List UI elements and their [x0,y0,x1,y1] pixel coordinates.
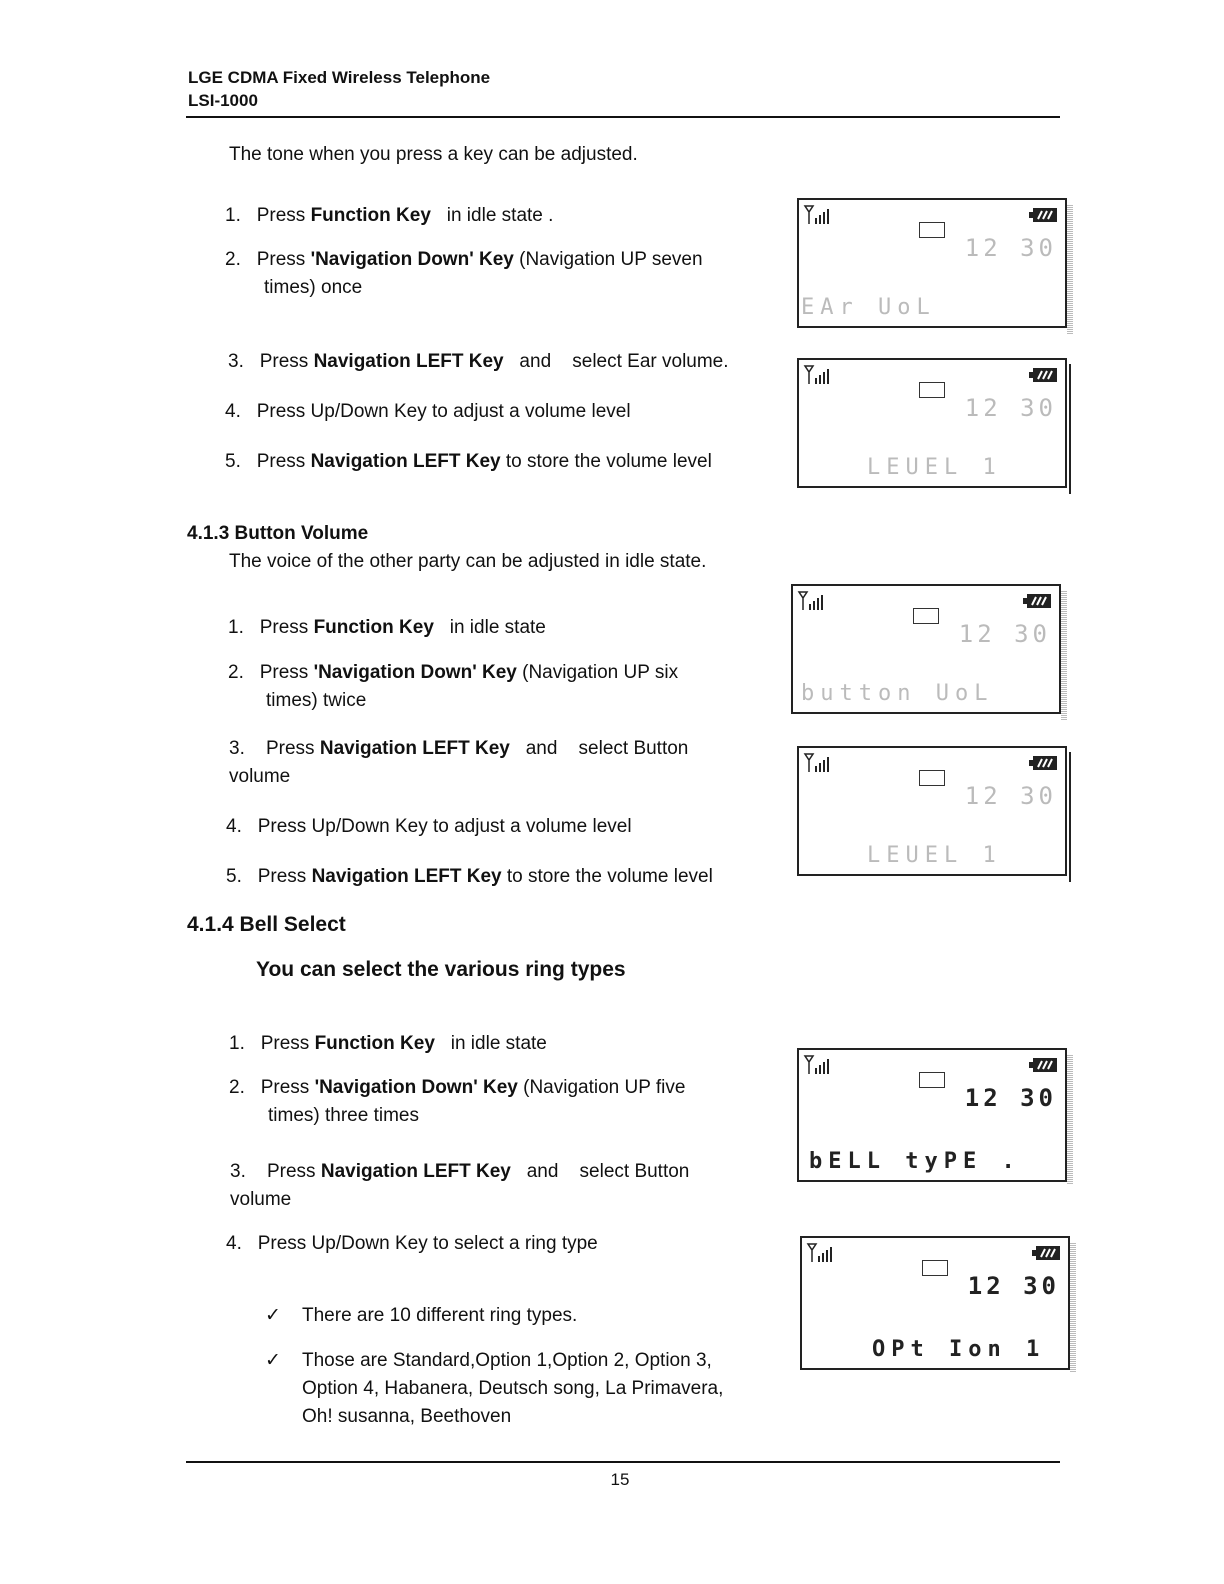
bullet-ring-count: There are 10 different ring types. [302,1305,578,1326]
check-icon: ✓ [265,1350,281,1371]
lcd-screen-button-volume [791,584,1061,714]
intro-text: The tone when you press a key can be adjusted. [229,144,638,165]
bell-step-3-cont: volume [230,1189,292,1210]
section-414-title: 4.1.4 Bell Select [187,913,346,936]
lcd-message: LEUEL 1 [867,455,1002,480]
ear-step-4: 4. Press Up/Down Key to adjust a volume level [225,401,631,422]
lcd-message: OPt Ion 1 [872,1337,1046,1362]
lcd-screen-button-level [797,746,1067,876]
battery-icon [1029,754,1059,772]
message-box-icon [919,222,945,238]
lcd-message: EAr UoL [801,295,936,320]
battery-icon [1029,366,1059,384]
bell-step-4: 4. Press Up/Down Key to select a ring type [226,1233,598,1254]
lcd-time: 12 30 [964,234,1057,262]
bell-step-2-cont: times) three times [268,1105,419,1126]
header-rule [186,116,1060,118]
doc-header-title: LGE CDMA Fixed Wireless Telephone [188,68,491,87]
section-413-title: 4.1.3 Button Volume [187,523,369,544]
bell-step-2: 2. Press 'Navigation Down' Key (Navigation UP five [229,1077,686,1098]
message-box-icon [922,1260,948,1276]
battery-icon [1029,1056,1059,1074]
bullet-ring-list-3: Oh! susanna, Beethoven [302,1406,512,1427]
message-box-icon [919,1072,945,1088]
btn-step-1: 1. Press Function Key in idle state [228,617,546,638]
bullet-ring-list-1: Those are Standard,Option 1,Option 2, Option 3, [302,1350,712,1371]
message-box-icon [913,608,939,624]
btn-step-3: 3. Press Navigation LEFT Key and select Button [229,738,689,759]
btn-step-2: 2. Press 'Navigation Down' Key (Navigation UP six [228,662,679,683]
ear-step-2-cont: times) once [264,277,363,298]
signal-icon [797,590,831,612]
section-413-desc: The voice of the other party can be adjusted in idle state. [229,551,707,572]
battery-icon [1029,206,1059,224]
btn-step-4: 4. Press Up/Down Key to adjust a volume level [226,816,632,837]
lcd-message: bELL tyPE . [809,1149,1021,1174]
btn-step-3-cont: volume [229,766,291,787]
signal-icon [803,364,837,386]
signal-icon [803,1054,837,1076]
footer-rule [186,1461,1060,1463]
doc-header-model: LSI-1000 [188,91,258,110]
lcd-time: 12 30 [964,782,1057,810]
lcd-message: button UoL [801,681,994,706]
btn-step-5: 5. Press Navigation LEFT Key to store the volume level [226,866,713,887]
signal-icon [806,1242,840,1264]
section-414-subtitle: You can select the various ring types [256,958,626,981]
message-box-icon [919,770,945,786]
battery-icon [1032,1244,1062,1262]
bullet-ring-list-2: Option 4, Habanera, Deutsch song, La Primavera, [302,1378,724,1399]
lcd-screen-ear-level [797,358,1067,488]
lcd-time: 12 30 [964,394,1057,422]
lcd-screen-ear-volume [797,198,1067,328]
message-box-icon [919,382,945,398]
battery-icon [1023,592,1053,610]
signal-icon [803,204,837,226]
bell-step-3: 3. Press Navigation LEFT Key and select Button [230,1161,690,1182]
ear-step-3: 3. Press Navigation LEFT Key and select Ear volume. [228,351,729,372]
ear-step-5: 5. Press Navigation LEFT Key to store the volume level [225,451,712,472]
lcd-time: 12 30 [967,1272,1060,1300]
page-number: 15 [610,1470,630,1489]
lcd-message: LEUEL 1 [867,843,1002,868]
lcd-screen-bell-type [797,1048,1067,1182]
lcd-screen-option [800,1236,1070,1370]
bell-step-1: 1. Press Function Key in idle state [229,1033,547,1054]
check-icon: ✓ [265,1305,281,1326]
lcd-time: 12 30 [964,1084,1057,1112]
signal-icon [803,752,837,774]
ear-step-1: 1. Press Function Key in idle state . [225,205,554,226]
btn-step-2-cont: times) twice [266,690,367,711]
lcd-time: 12 30 [958,620,1051,648]
ear-step-2: 2. Press 'Navigation Down' Key (Navigation UP seven [225,249,703,270]
